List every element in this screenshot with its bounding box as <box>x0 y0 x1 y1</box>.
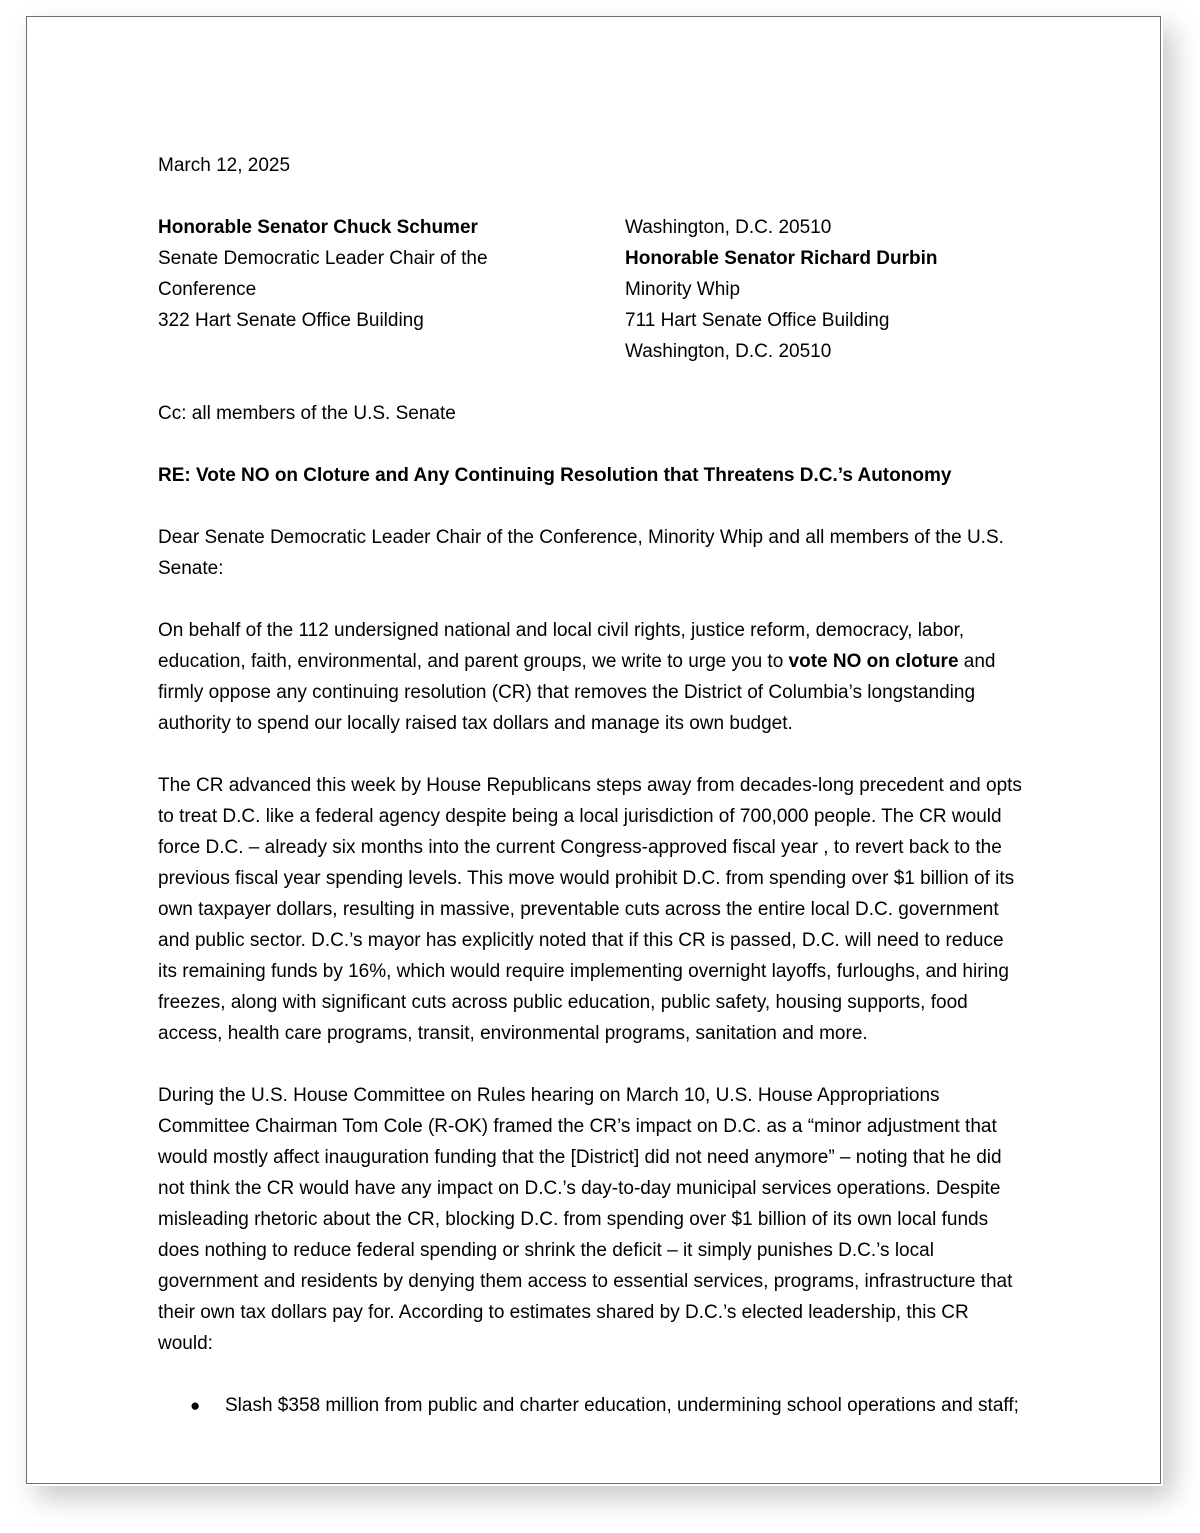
document-page <box>26 16 1161 1484</box>
impact-bullet-list <box>158 1390 1022 1421</box>
addressee-title-schumer-2: Conference <box>158 279 257 300</box>
addressee-city-schumer: Washington, D.C. 20510 <box>625 217 832 238</box>
paragraph-1-part-2: and firmly oppose any continuing resolution (CR) that removes the District of Columbia’s longstanding authority to spend our locally raised tax dollars and manage its own budget. <box>158 651 996 734</box>
addressee-address-durbin: 711 Hart Senate Office Building <box>625 310 890 331</box>
bullet-icon: ● <box>190 1396 201 1415</box>
addressee-address-schumer: 322 Hart Senate Office Building <box>158 310 424 331</box>
paragraph-1-emphasis: vote NO on cloture <box>788 651 959 672</box>
paragraph-1 <box>158 615 1022 739</box>
addressee-city-durbin: Washington, D.C. 20510 <box>625 341 832 362</box>
paragraph-1-part-1: On behalf of the 112 undersigned national and local civil rights, justice reform, democracy, labor, education, faith, environmental, and parent groups, we write to urge you to <box>158 620 965 672</box>
address-column-left <box>158 212 625 367</box>
address-column-right <box>625 212 1022 367</box>
list-item-text: Slash $358 million from public and charter education, undermining school operations and staff; <box>225 1395 1019 1416</box>
salutation: Dear Senate Democratic Leader Chair of the Conference, Minority Whip and all members of the U.S. Senate: <box>158 527 1004 579</box>
addressee-title-schumer-1: Senate Democratic Leader Chair of the <box>158 248 488 269</box>
cc-line: Cc: all members of the U.S. Senate <box>158 403 456 424</box>
re-subject-line: RE: Vote NO on Cloture and Any Continuing Resolution that Threatens D.C.’s Autonomy <box>158 465 952 486</box>
paragraph-3: During the U.S. House Committee on Rules hearing on March 10, U.S. House Appropriations Committee Chairman Tom Cole (R-OK) framed the CR’s impact on D.C. as a “minor adjustment that would mostly affect inauguration funding that the [District] did not need anymore” – noting that he did not think the CR would have any impact on D.C.’s day-to-day municipal services operations. Despite misleading rhetoric about the CR, blocking D.C. from spending over $1 billion of its own local funds does nothing to reduce federal spending or shrink the deficit – it simply punishes D.C.’s local government and residents by denying them access to essential services, programs, infrastructure that their own tax dollars pay for. According to estimates shared by D.C.’s elected leadership, this CR would: <box>158 1085 1013 1354</box>
paragraph-2: The CR advanced this week by House Republicans steps away from decades-long precedent and opts to treat D.C. like a federal agency despite being a local jurisdiction of 700,000 people. The CR would force D.C. – already six months into the current Congress-approved fiscal year , to revert back to the previous fiscal year spending levels. This move would prohibit D.C. from spending over $1 billion of its own taxpayer dollars, resulting in massive, preventable cuts across the entire local D.C. government and public sector. D.C.’s mayor has explicitly noted that if this CR is passed, D.C. will need to reduce its remaining funds by 16%, which would require implementing overnight layoffs, furloughs, and hiring freezes, along with significant cuts across public education, public safety, housing supports, food access, health care programs, transit, environmental programs, sanitation and more. <box>158 775 1022 1044</box>
addressee-title-durbin: Minority Whip <box>625 279 741 300</box>
date-line: March 12, 2025 <box>158 155 291 176</box>
list-item <box>158 1390 1022 1421</box>
address-block <box>158 212 1022 367</box>
addressee-name-schumer: Honorable Senator Chuck Schumer <box>158 217 478 238</box>
document-content <box>158 150 1022 1452</box>
addressee-name-durbin: Honorable Senator Richard Durbin <box>625 248 938 269</box>
